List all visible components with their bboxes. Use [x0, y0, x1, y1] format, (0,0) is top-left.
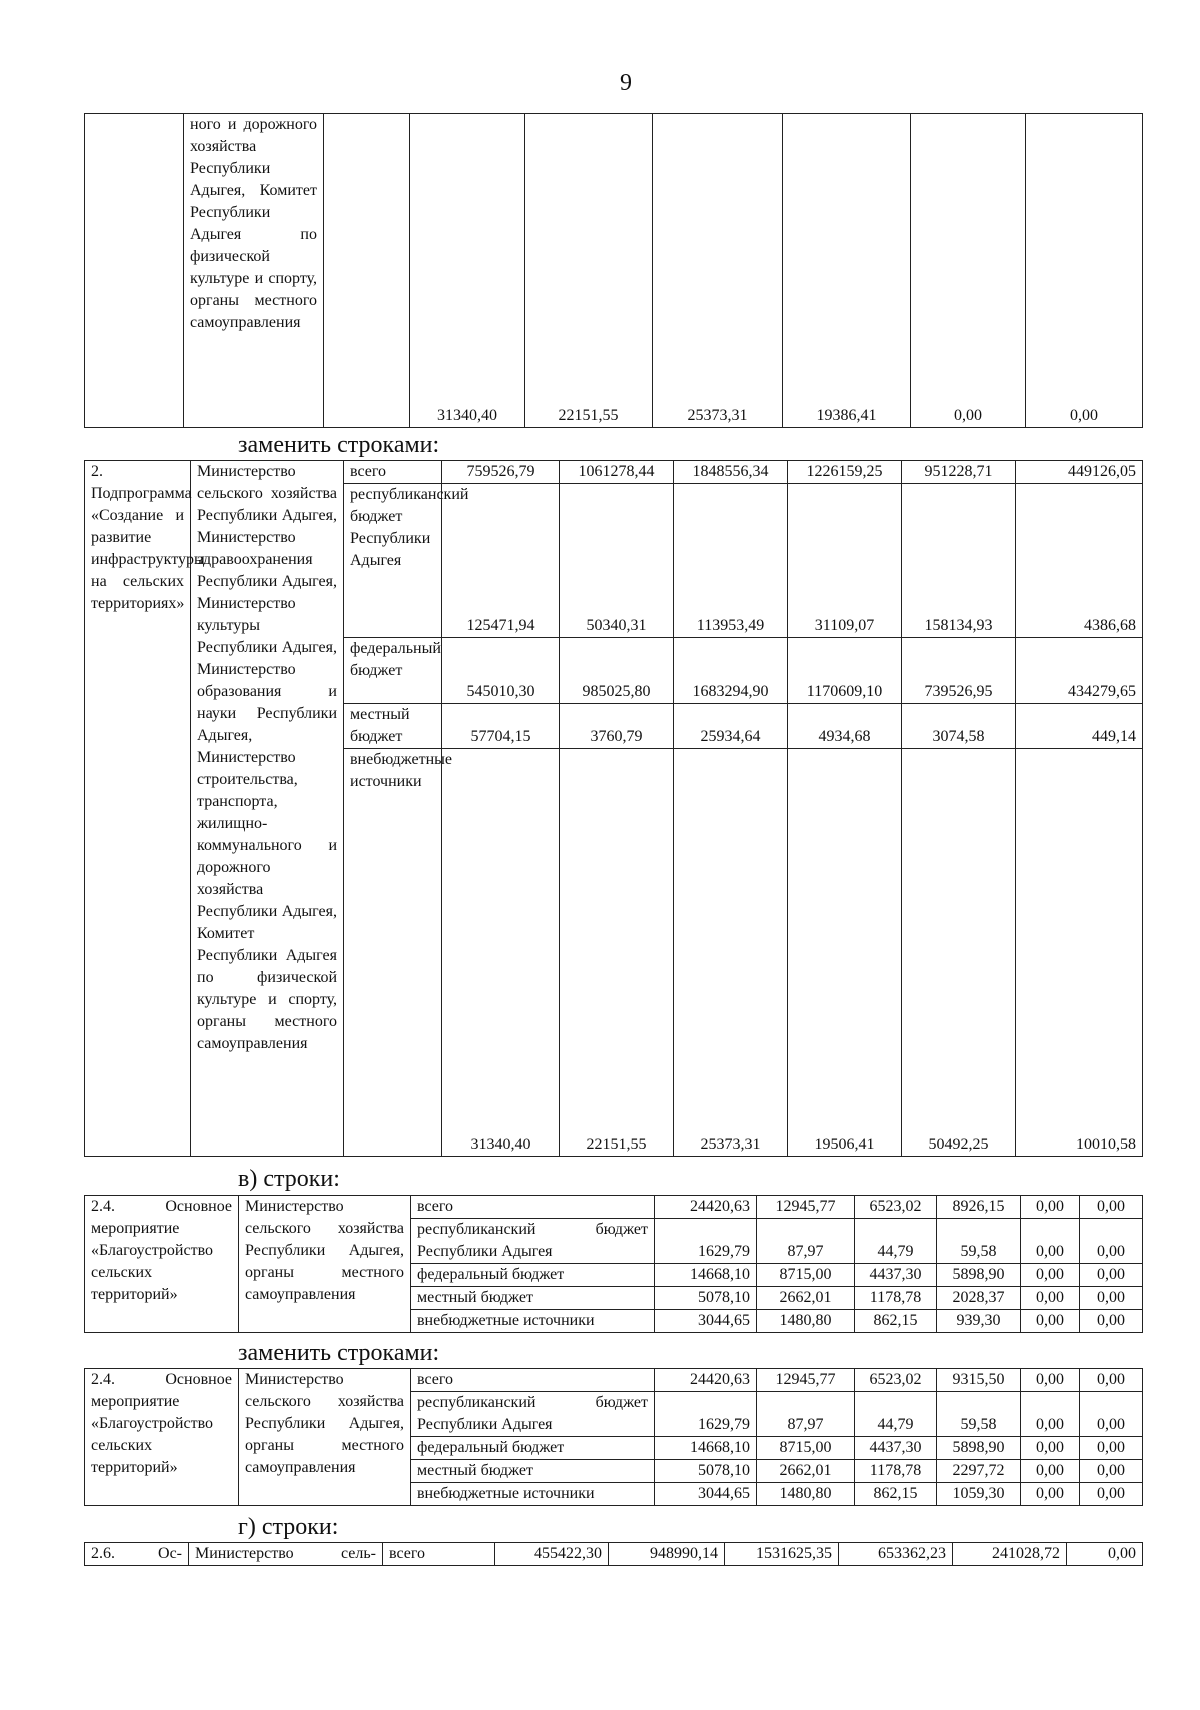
- value-cell: 862,15: [855, 1483, 937, 1506]
- value-cell: 5898,90: [937, 1264, 1021, 1287]
- executor-cell: Министерство сельского хозяйства Республики Адыгея, органы местного самоуправления: [239, 1196, 411, 1333]
- value-cell: 0,00: [1021, 1460, 1080, 1483]
- value-cell: 449,14: [1016, 704, 1143, 749]
- program-cell: 2.4. Основное мероприятие «Благоустройство сельских территорий»: [85, 1369, 239, 1506]
- value-cell: 0,00: [1021, 1287, 1080, 1310]
- value-cell: 31340,40: [442, 749, 560, 1157]
- value-cell: 0,00: [911, 114, 1026, 428]
- value-cell: 12945,77: [757, 1369, 855, 1392]
- value-cell: 0,00: [1021, 1264, 1080, 1287]
- value-cell: 3044,65: [655, 1483, 757, 1506]
- section-heading-replace: заменить строками:: [238, 432, 440, 458]
- value-cell: 125471,94: [442, 484, 560, 638]
- value-cell: 24420,63: [655, 1196, 757, 1219]
- value-cell: 1059,30: [937, 1483, 1021, 1506]
- table-measure-2-6: [84, 1542, 1143, 1566]
- source-label: федеральный бюджет: [411, 1264, 655, 1287]
- value-cell: 1848556,34: [674, 461, 788, 484]
- source-cell: [324, 114, 410, 428]
- value-cell: 22151,55: [525, 114, 653, 428]
- value-cell: 0,00: [1021, 1392, 1080, 1437]
- executor-cell: Министерство сель-: [189, 1543, 383, 1566]
- value-cell: 0,00: [1021, 1437, 1080, 1460]
- value-cell: 59,58: [937, 1392, 1021, 1437]
- value-cell: 985025,80: [560, 638, 674, 704]
- value-cell: 939,30: [937, 1310, 1021, 1333]
- value-cell: 1170609,10: [788, 638, 902, 704]
- value-cell: 19386,41: [783, 114, 911, 428]
- value-cell: 653362,23: [839, 1543, 953, 1566]
- value-cell: 2028,37: [937, 1287, 1021, 1310]
- value-cell: 1683294,90: [674, 638, 788, 704]
- value-cell: 1480,80: [757, 1483, 855, 1506]
- program-cell: 2.4. Основное мероприятие «Благоустройство сельских территорий»: [85, 1196, 239, 1333]
- executor-cell: Министерство сельского хозяйства Республики Адыгея, Министерство здравоохранения Республики Адыгея, Министерство культуры Республики Адыгея, Министерство образования и науки Республики Адыгея, Министерство строительства, транспорта, жилищно-коммунального и дорожного хозяйства Республики Адыгея, Комитет Республики Адыгея по физической культуре и спорту, органы местного самоуправления: [191, 461, 344, 1157]
- value-cell: 57704,15: [442, 704, 560, 749]
- value-cell: 951228,71: [902, 461, 1016, 484]
- value-cell: 6523,02: [855, 1369, 937, 1392]
- value-cell: 2662,01: [757, 1460, 855, 1483]
- value-cell: 3044,65: [655, 1310, 757, 1333]
- source-label: местный бюджет: [411, 1287, 655, 1310]
- value-cell: 10010,58: [1016, 749, 1143, 1157]
- value-cell: 22151,55: [560, 749, 674, 1157]
- value-cell: 87,97: [757, 1392, 855, 1437]
- value-cell: 0,00: [1067, 1543, 1143, 1566]
- source-label: всего: [344, 461, 442, 484]
- value-cell: 5078,10: [655, 1287, 757, 1310]
- value-cell: 24420,63: [655, 1369, 757, 1392]
- value-cell: 44,79: [855, 1219, 937, 1264]
- value-cell: 59,58: [937, 1219, 1021, 1264]
- value-cell: 8715,00: [757, 1264, 855, 1287]
- table-measure-2-4-original: [84, 1195, 1143, 1333]
- value-cell: 0,00: [1080, 1392, 1143, 1437]
- value-cell: 1226159,25: [788, 461, 902, 484]
- value-cell: 25373,31: [674, 749, 788, 1157]
- section-heading-v: в) строки:: [238, 1166, 340, 1192]
- value-cell: 4437,30: [855, 1264, 937, 1287]
- value-cell: 434279,65: [1016, 638, 1143, 704]
- value-cell: 25934,64: [674, 704, 788, 749]
- value-cell: 0,00: [1080, 1310, 1143, 1333]
- value-cell: 0,00: [1021, 1369, 1080, 1392]
- executor-cell: ного и дорожного хозяйства Республики Адыгея, Комитет Республики Адыгея по физической культуре и спорту, органы местного самоуправления: [184, 114, 324, 428]
- source-label: внебюджетные источники: [344, 749, 442, 1157]
- table-continuation: [84, 113, 1143, 428]
- source-label: местный бюджет: [344, 704, 442, 749]
- value-cell: 1480,80: [757, 1310, 855, 1333]
- value-cell: 14668,10: [655, 1264, 757, 1287]
- source-label: федеральный бюджет: [411, 1437, 655, 1460]
- value-cell: 1629,79: [655, 1219, 757, 1264]
- value-cell: 739526,95: [902, 638, 1016, 704]
- value-cell: 948990,14: [609, 1543, 725, 1566]
- source-label: республиканский бюджет Республики Адыгея: [411, 1392, 655, 1437]
- value-cell: 31109,07: [788, 484, 902, 638]
- value-cell: 4934,68: [788, 704, 902, 749]
- value-cell: 50492,25: [902, 749, 1016, 1157]
- value-cell: 12945,77: [757, 1196, 855, 1219]
- source-label: федеральный бюджет: [344, 638, 442, 704]
- value-cell: 455422,30: [495, 1543, 609, 1566]
- value-cell: 87,97: [757, 1219, 855, 1264]
- value-cell: 0,00: [1080, 1437, 1143, 1460]
- section-heading-replace: заменить строками:: [238, 1340, 440, 1366]
- value-cell: 1061278,44: [560, 461, 674, 484]
- value-cell: 8926,15: [937, 1196, 1021, 1219]
- value-cell: 2297,72: [937, 1460, 1021, 1483]
- value-cell: 0,00: [1026, 114, 1143, 428]
- value-cell: 1531625,35: [725, 1543, 839, 1566]
- value-cell: 0,00: [1080, 1483, 1143, 1506]
- source-label: всего: [411, 1196, 655, 1219]
- value-cell: 4437,30: [855, 1437, 937, 1460]
- value-cell: 1629,79: [655, 1392, 757, 1437]
- value-cell: 31340,40: [410, 114, 525, 428]
- value-cell: 4386,68: [1016, 484, 1143, 638]
- value-cell: 2662,01: [757, 1287, 855, 1310]
- value-cell: 0,00: [1080, 1460, 1143, 1483]
- source-label: республиканский бюджет Республики Адыгея: [344, 484, 442, 638]
- value-cell: 6523,02: [855, 1196, 937, 1219]
- value-cell: 0,00: [1021, 1196, 1080, 1219]
- value-cell: 3760,79: [560, 704, 674, 749]
- executor-cell: Министерство сельского хозяйства Республики Адыгея, органы местного самоуправления: [239, 1369, 411, 1506]
- value-cell: 113953,49: [674, 484, 788, 638]
- value-cell: 0,00: [1080, 1369, 1143, 1392]
- table-measure-2-4-replacement: [84, 1368, 1143, 1506]
- source-label: всего: [383, 1543, 495, 1566]
- value-cell: 9315,50: [937, 1369, 1021, 1392]
- source-label: внебюджетные источники: [411, 1483, 655, 1506]
- value-cell: 1178,78: [855, 1460, 937, 1483]
- value-cell: 5898,90: [937, 1437, 1021, 1460]
- value-cell: 19506,41: [788, 749, 902, 1157]
- page-number: 9: [620, 70, 632, 96]
- value-cell: 8715,00: [757, 1437, 855, 1460]
- program-cell: 2.6. Ос-: [85, 1543, 189, 1566]
- section-heading-g: г) строки:: [238, 1514, 339, 1540]
- value-cell: 862,15: [855, 1310, 937, 1333]
- value-cell: 44,79: [855, 1392, 937, 1437]
- table-subprogram-2: [84, 460, 1143, 1157]
- value-cell: 545010,30: [442, 638, 560, 704]
- value-cell: 50340,31: [560, 484, 674, 638]
- value-cell: 759526,79: [442, 461, 560, 484]
- value-cell: 0,00: [1080, 1196, 1143, 1219]
- value-cell: 0,00: [1080, 1287, 1143, 1310]
- value-cell: 14668,10: [655, 1437, 757, 1460]
- value-cell: 0,00: [1080, 1264, 1143, 1287]
- value-cell: 0,00: [1080, 1219, 1143, 1264]
- value-cell: 5078,10: [655, 1460, 757, 1483]
- value-cell: 0,00: [1021, 1310, 1080, 1333]
- value-cell: 158134,93: [902, 484, 1016, 638]
- value-cell: 449126,05: [1016, 461, 1143, 484]
- program-cell: [85, 114, 184, 428]
- source-label: внебюджетные источники: [411, 1310, 655, 1333]
- value-cell: 25373,31: [653, 114, 783, 428]
- source-label: республиканский бюджет Республики Адыгея: [411, 1219, 655, 1264]
- value-cell: 241028,72: [953, 1543, 1067, 1566]
- value-cell: 0,00: [1021, 1219, 1080, 1264]
- value-cell: 3074,58: [902, 704, 1016, 749]
- value-cell: 1178,78: [855, 1287, 937, 1310]
- program-cell: 2. Подпрограмма «Создание и развитие инфраструктуры на сельских территориях»: [85, 461, 191, 1157]
- value-cell: 0,00: [1021, 1483, 1080, 1506]
- source-label: всего: [411, 1369, 655, 1392]
- source-label: местный бюджет: [411, 1460, 655, 1483]
